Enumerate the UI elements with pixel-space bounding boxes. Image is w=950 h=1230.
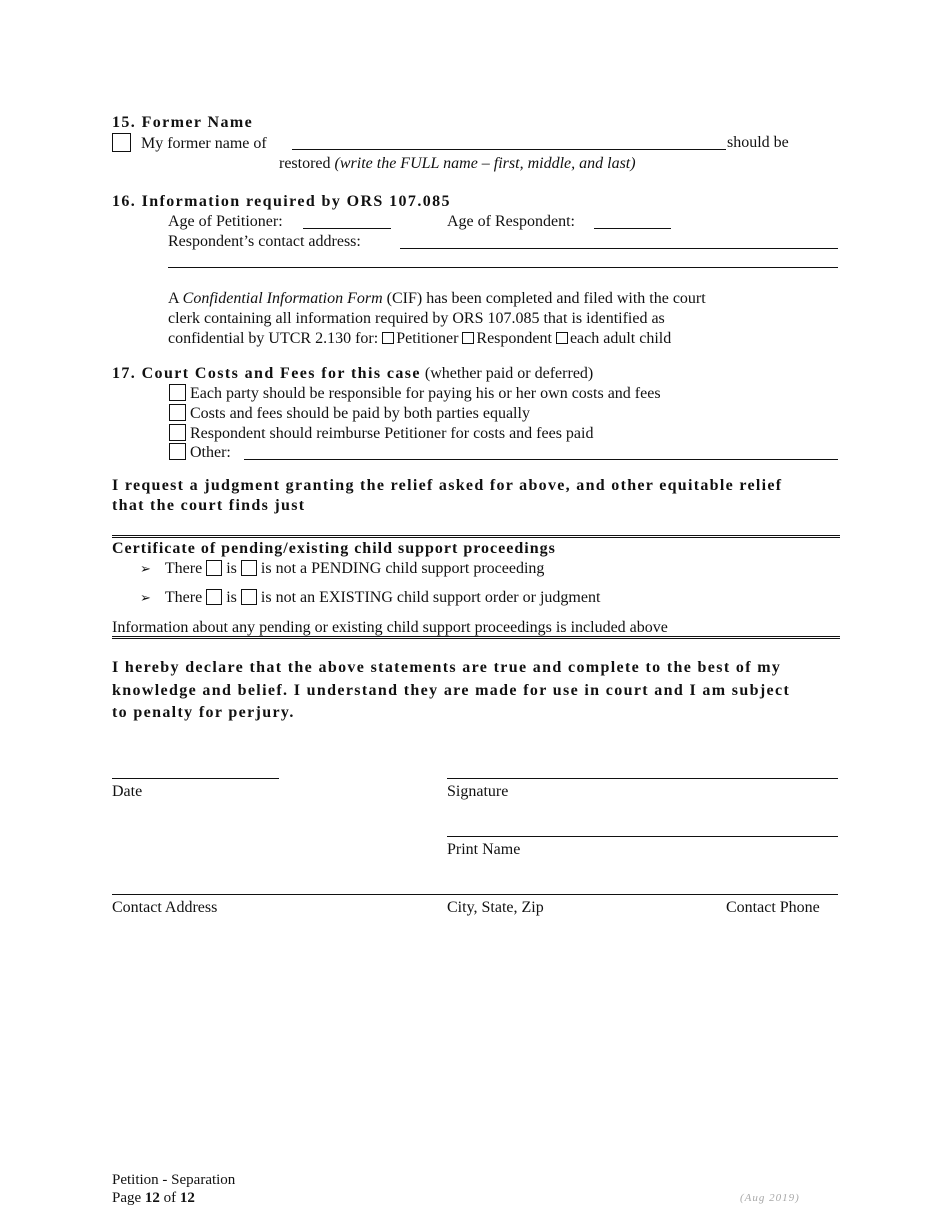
cif-line-2: clerk containing all information required by ORS 107.085 that is identified as (168, 310, 665, 327)
certificate-info: Information about any pending or existing child support proceedings is included above (112, 619, 668, 636)
age-petitioner-label: Age of Petitioner: (168, 213, 283, 230)
age-respondent-label: Age of Respondent: (447, 213, 575, 230)
date-line[interactable] (112, 778, 279, 779)
former-name-row (112, 133, 267, 153)
cif-adult-child-label: each adult child (569, 330, 672, 347)
former-name-checkbox[interactable] (112, 133, 131, 152)
former-name-restored (279, 154, 636, 173)
respondent-contact-field-2[interactable] (168, 267, 838, 268)
footer-page-number: Page 12 of 12 (112, 1190, 195, 1206)
signature-label: Signature (447, 783, 509, 800)
certificate-item-existing: ➢ There is is not an EXISTING child support order or judgment (140, 589, 601, 606)
contact-address-label: Contact Address (112, 899, 218, 916)
existing-is-not-checkbox[interactable] (241, 589, 257, 605)
cif-adult-child-checkbox[interactable] (556, 332, 568, 344)
certificate-item-pending: ➢ There is is not a PENDING child support proceeding (140, 560, 545, 577)
contact-line[interactable] (112, 894, 838, 895)
restored-text: restored (279, 155, 331, 172)
costs-option-other-checkbox[interactable] (169, 443, 186, 460)
footer-title: Petition - Separation (112, 1172, 236, 1188)
pending-is-not-checkbox[interactable] (241, 560, 257, 576)
date-label: Date (112, 783, 143, 800)
cif-line-3: confidential by UTCR 2.130 for: Petitioner Respondent each adult child (168, 330, 672, 347)
arrow-bullet-icon: ➢ (140, 591, 151, 606)
footer-version: (Aug 2019) (740, 1192, 800, 1204)
cif-respondent-label: Respondent (476, 330, 552, 347)
former-name-heading: 15. Former Name (112, 114, 254, 131)
cif-petitioner-checkbox[interactable] (382, 332, 394, 344)
cif-respondent-checkbox[interactable] (462, 332, 474, 344)
declaration: I hereby declare that the above statements are true and complete to the best of my knowledge and belief. I understand they are made for use in court and I am subject to penalty for perjury. (112, 659, 791, 721)
request-judgment: I request a judgment granting the relief asked for above, and other equitable relief that the court finds just (112, 477, 783, 514)
city-state-zip-label: City, State, Zip (447, 899, 544, 916)
age-petitioner-field[interactable] (303, 228, 391, 229)
print-name-line[interactable] (447, 836, 838, 837)
certificate-bottom-rule (112, 636, 840, 640)
former-name-field[interactable] (292, 149, 726, 150)
respondent-contact-field[interactable] (400, 248, 838, 249)
cif-line-1: A Confidential Information Form (CIF) has been completed and filed with the court (168, 290, 706, 307)
restored-instruction: (write the FULL name – first, middle, and last) (334, 155, 636, 172)
costs-option-3-checkbox[interactable] (169, 424, 186, 441)
cif-form-name: Confidential Information Form (182, 290, 383, 307)
arrow-bullet-icon: ➢ (140, 562, 151, 577)
respondent-contact-label: Respondent’s contact address: (168, 233, 361, 250)
ors-info-heading: 16. Information required by ORS 107.085 (112, 193, 451, 210)
court-costs-heading: 17. Court Costs and Fees for this case (whether paid or deferred) (112, 365, 594, 382)
certificate-heading: Certificate of pending/existing child support proceedings (112, 540, 556, 557)
costs-option-1: Each party should be responsible for paying his or her own costs and fees (169, 384, 661, 403)
former-name-label: My former name of (141, 135, 267, 152)
pending-is-checkbox[interactable] (206, 560, 222, 576)
print-name-label: Print Name (447, 841, 521, 858)
existing-is-checkbox[interactable] (206, 589, 222, 605)
costs-option-3: Respondent should reimburse Petitioner for costs and fees paid (169, 424, 593, 443)
former-name-should-be: should be (727, 134, 789, 151)
costs-option-2: Costs and fees should be paid by both parties equally (169, 404, 530, 423)
signature-line[interactable] (447, 778, 838, 779)
costs-option-1-checkbox[interactable] (169, 384, 186, 401)
costs-option-2-checkbox[interactable] (169, 404, 186, 421)
contact-phone-label: Contact Phone (726, 899, 820, 916)
age-respondent-field[interactable] (594, 228, 671, 229)
costs-option-other: Other: (169, 443, 231, 462)
cif-petitioner-label: Petitioner (396, 330, 459, 347)
costs-other-field[interactable] (244, 459, 838, 460)
